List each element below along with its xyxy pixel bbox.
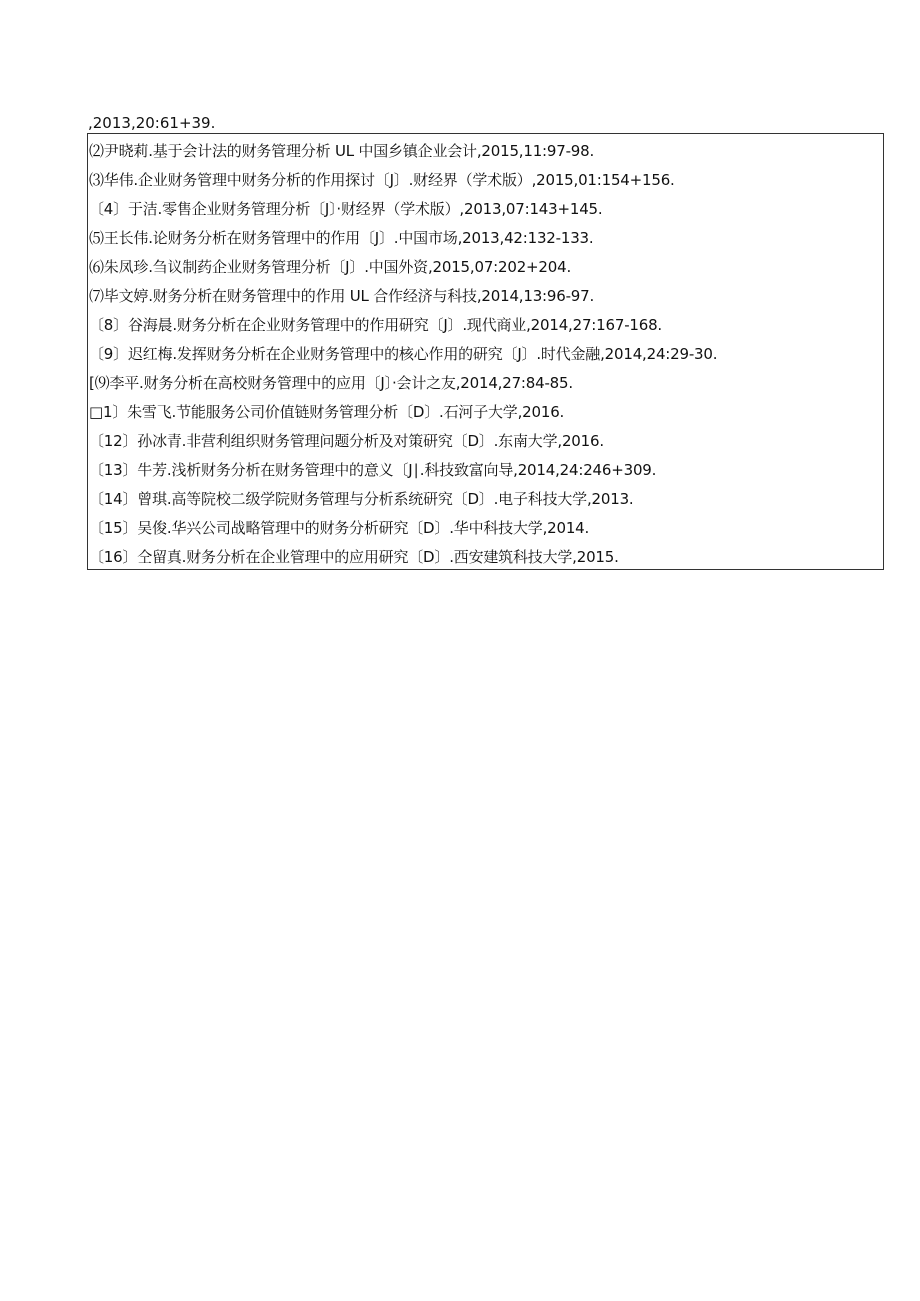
reference-item: 〔8〕谷海晨.财务分析在企业财务管理中的作用研究〔J〕.现代商业,2014,27:167-168. — [89, 316, 662, 334]
reference-list-box — [87, 133, 884, 570]
continued-reference-line: ,2013,20:61+39. — [88, 114, 216, 132]
reference-item: [⑼李平.财务分析在高校财务管理中的应用〔J〕·会计之友,2014,27:84-85. — [89, 374, 573, 392]
reference-item: ⑹朱凤珍.刍议制药企业财务管理分析〔J〕.中国外资,2015,07:202+204. — [89, 258, 572, 276]
reference-list — [88, 137, 883, 572]
reference-item: 〔4〕于洁.零售企业财务管理分析〔J〕·财经界（学术版）,2013,07:143+145. — [89, 200, 603, 218]
reference-item: 〔15〕吴俊.华兴公司战略管理中的财务分析研究〔D〕.华中科技大学,2014. — [89, 519, 590, 537]
reference-item: □1〕朱雪飞.节能服务公司价值链财务管理分析〔D〕.石河子大学,2016. — [89, 403, 565, 421]
reference-item: ⑶华伟.企业财务管理中财务分析的作用探讨〔J〕.财经界（学术版）,2015,01:154+156. — [89, 171, 675, 189]
reference-item: 〔13〕牛芳.浅析财务分析在财务管理中的意义〔J∣.科技致富向导,2014,24:246+309. — [89, 461, 657, 479]
reference-item: 〔12〕孙冰青.非营利组织财务管理问题分析及对策研究〔D〕.东南大学,2016. — [89, 432, 604, 450]
reference-item: 〔16〕仝留真.财务分析在企业管理中的应用研究〔D〕.西安建筑科技大学,2015. — [89, 548, 619, 566]
reference-item: 〔9〕迟红梅.发挥财务分析在企业财务管理中的核心作用的研究〔J〕.时代金融,2014,24:29-30. — [89, 345, 718, 363]
reference-item: 〔14〕曾琪.高等院校二级学院财务管理与分析系统研究〔D〕.电子科技大学,2013. — [89, 490, 634, 508]
reference-item: ⑺毕文婷.财务分析在财务管理中的作用 UL 合作经济与科技,2014,13:96-97. — [89, 287, 595, 305]
reference-item: ⑸王长伟.论财务分析在财务管理中的作用〔J〕.中国市场,2013,42:132-133. — [89, 229, 594, 247]
reference-item: ⑵尹晓莉.基于会计法的财务管理分析 UL 中国乡镇企业会计,2015,11:97-98. — [89, 142, 595, 160]
